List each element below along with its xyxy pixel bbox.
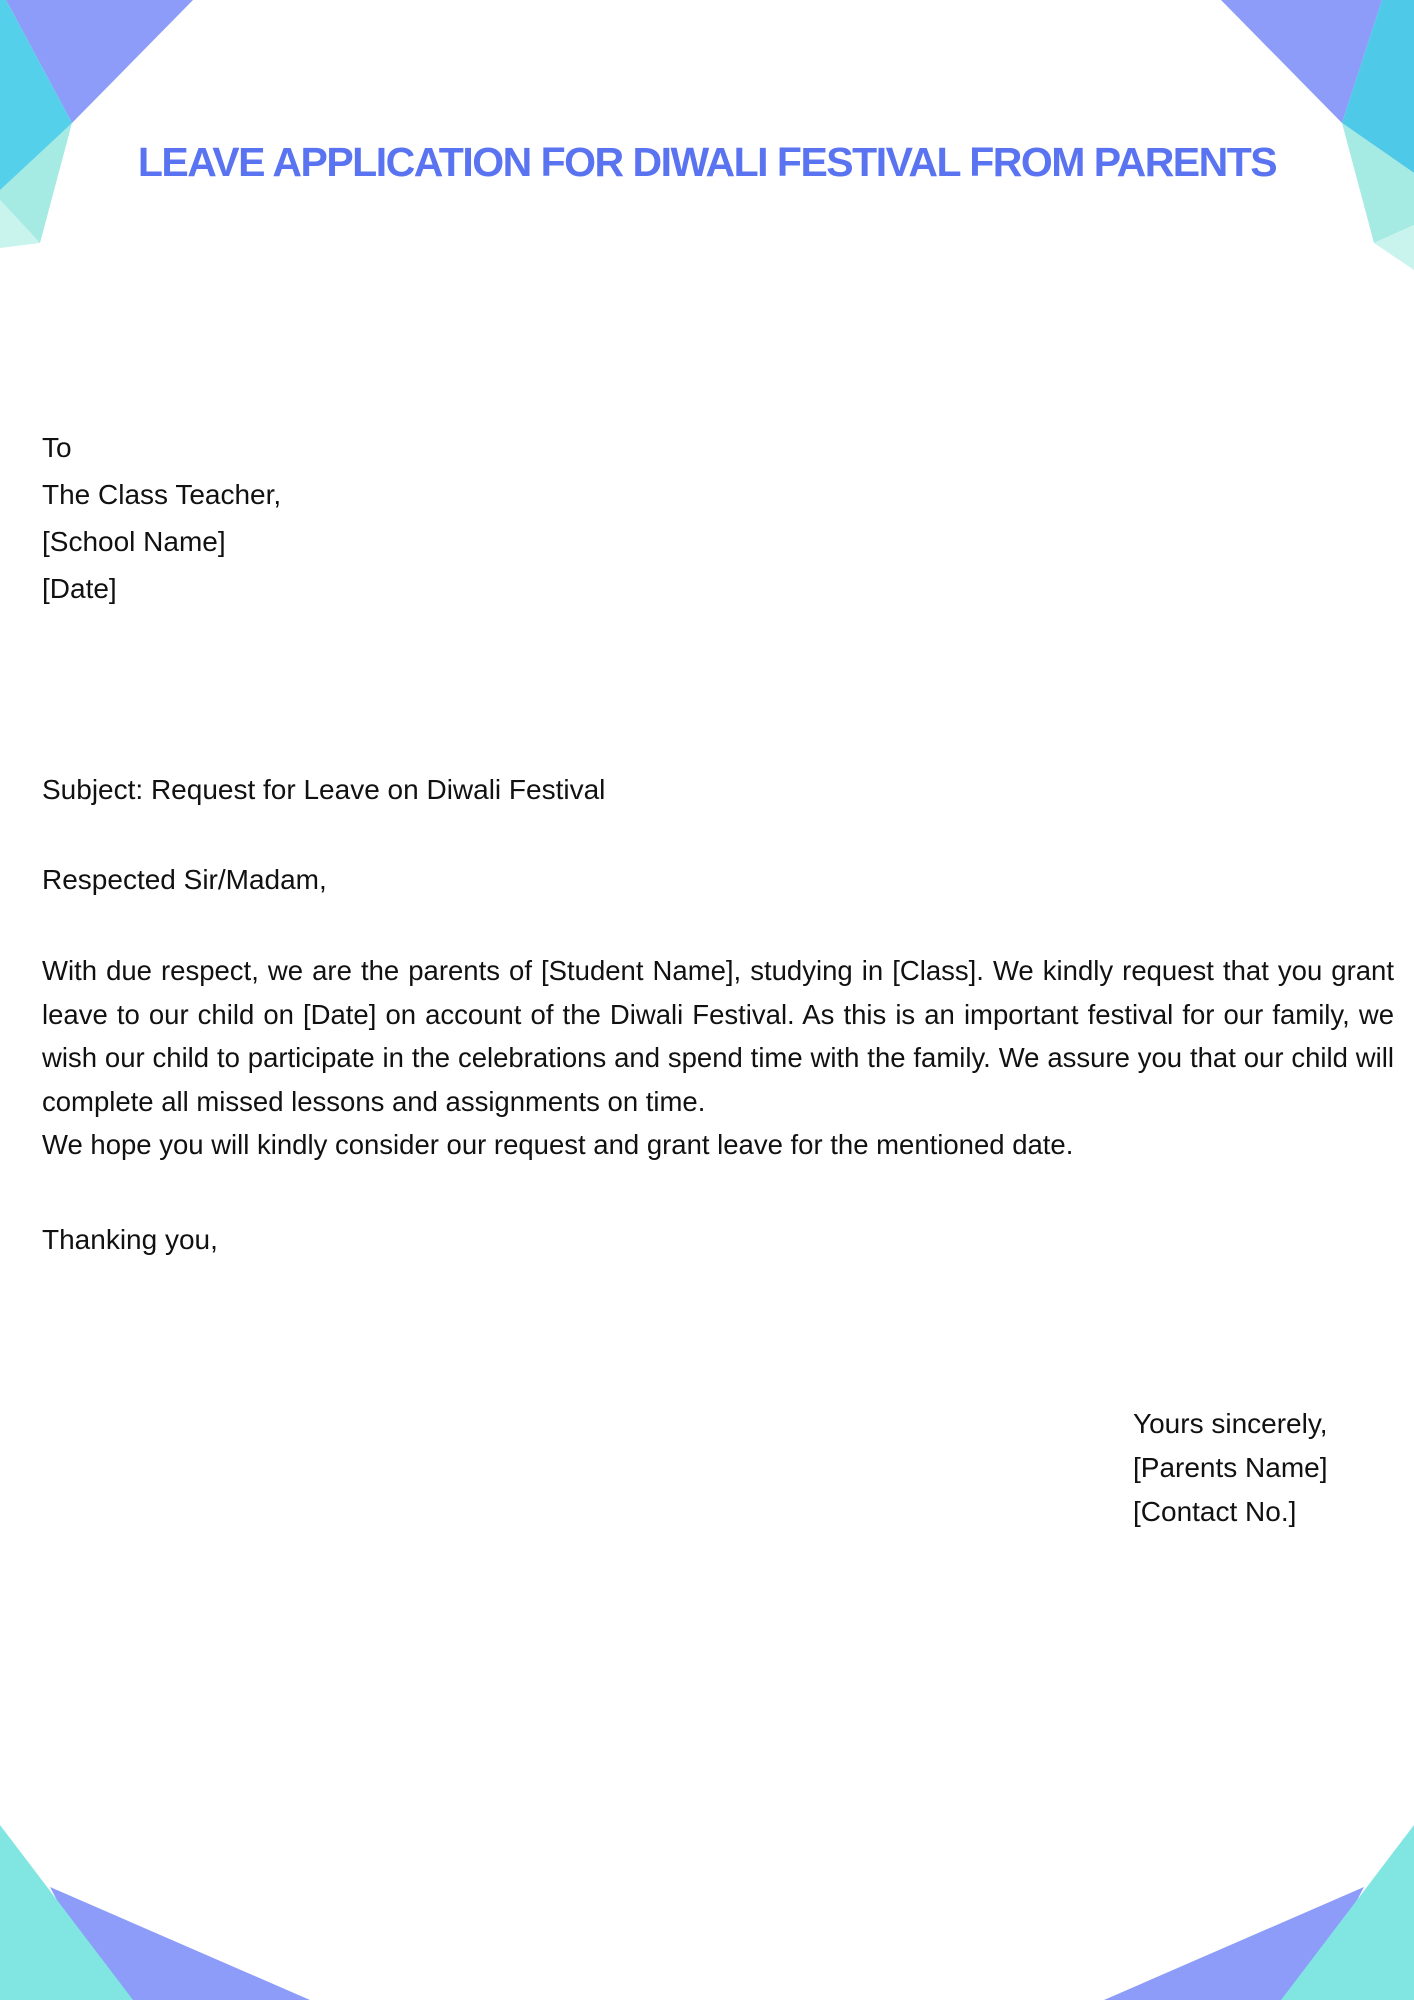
recipient-line-date-placeholder: [Date] bbox=[42, 573, 117, 604]
subject-line: Subject: Request for Leave on Diwali Festival bbox=[42, 774, 606, 805]
recipient-line-teacher: The Class Teacher, bbox=[42, 479, 282, 510]
body-paragraph-main: With due respect, we are the parents of [Student Name], studying in [Class]. We kindly request that you grant leave to our child on [Date] on account of the Diwali Festival. As this is an important festival for our family, we wish our child to participate in the celebrations and spend time with the family. We assure you that our child will complete all missed lessons and assignments on time. bbox=[42, 955, 1394, 1117]
letter-body bbox=[42, 949, 1394, 1167]
corner-decoration-bottom-right bbox=[1104, 1825, 1414, 2000]
signature-block bbox=[1133, 1402, 1328, 1534]
corner-decoration-top-left bbox=[0, 0, 193, 248]
signature-line-parents-name-placeholder: [Parents Name] bbox=[1133, 1452, 1328, 1483]
triangle-purple-bottom-left bbox=[50, 1887, 310, 2000]
triangle-teal-light-top-left bbox=[0, 200, 40, 248]
triangle-purple-top-left bbox=[6, 0, 193, 123]
corner-decoration-top-right bbox=[1221, 0, 1414, 270]
page-title: LEAVE APPLICATION FOR DIWALI FESTIVAL FROM PARENTS bbox=[137, 139, 1277, 186]
signature-line-contact-placeholder: [Contact No.] bbox=[1133, 1496, 1297, 1527]
closing-line: Thanking you, bbox=[42, 1224, 218, 1255]
recipient-address-block bbox=[42, 424, 281, 612]
triangle-turquoise-bottom-right bbox=[1281, 1825, 1414, 2000]
recipient-line-to: To bbox=[42, 432, 72, 463]
triangle-purple-bottom-right bbox=[1104, 1887, 1364, 2000]
recipient-line-school-name-placeholder: [School Name] bbox=[42, 526, 226, 557]
signature-line-sincerely: Yours sincerely, bbox=[1133, 1408, 1328, 1439]
triangle-purple-top-right bbox=[1221, 0, 1382, 123]
triangle-teal-light-top-right bbox=[1374, 225, 1414, 270]
salutation: Respected Sir/Madam, bbox=[42, 864, 327, 895]
body-paragraph-hope: We hope you will kindly consider our request and grant leave for the mentioned date. bbox=[42, 1129, 1074, 1160]
corner-decoration-bottom-left bbox=[0, 1825, 310, 2000]
triangle-turquoise-bottom-left bbox=[0, 1825, 133, 2000]
